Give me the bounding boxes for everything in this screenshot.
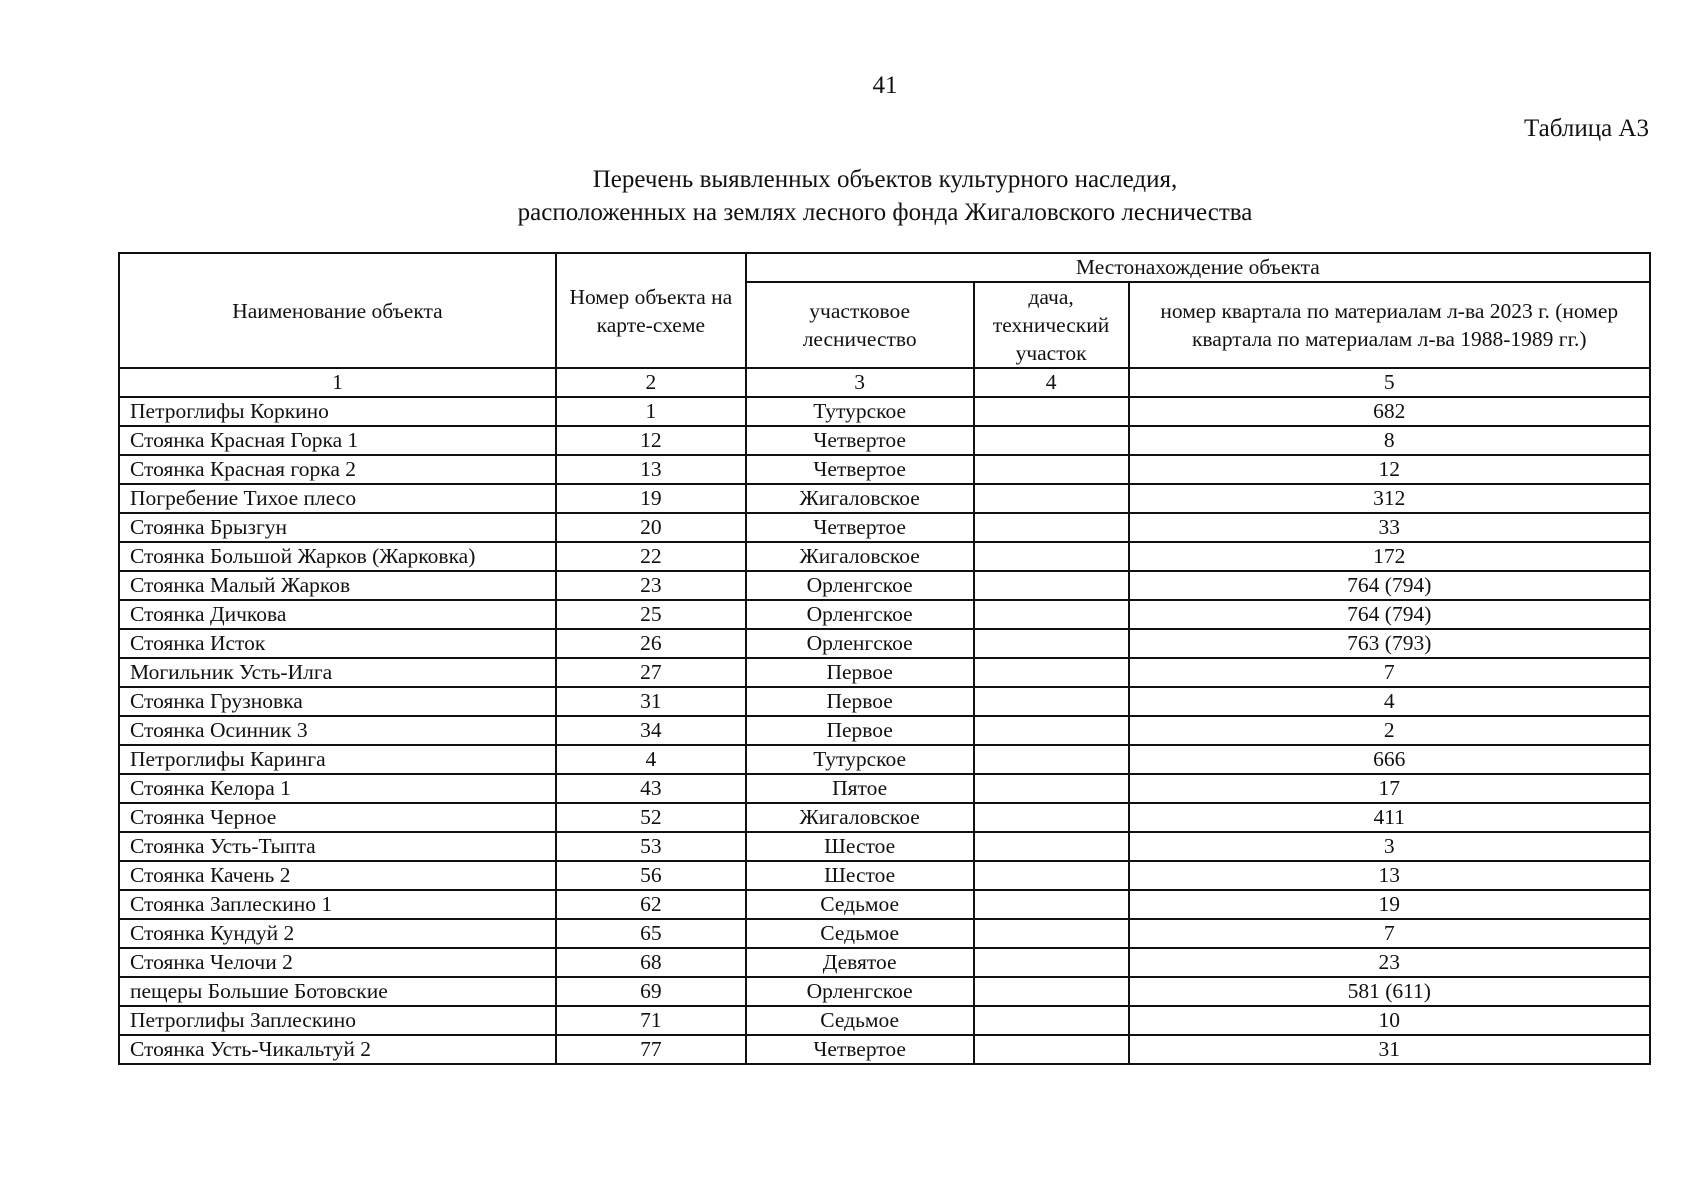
table-row bbox=[119, 745, 1650, 774]
cell-name: Стоянка Красная горка 2 bbox=[119, 455, 556, 484]
cell-district: Орленгское bbox=[746, 629, 974, 658]
cell-name: Петроглифы Каринга bbox=[119, 745, 556, 774]
cell-quarter: 7 bbox=[1129, 919, 1650, 948]
cell-quarter: 172 bbox=[1129, 542, 1650, 571]
cell-map-number: 65 bbox=[556, 919, 746, 948]
cell-dacha bbox=[974, 745, 1129, 774]
cell-district: Пятое bbox=[746, 774, 974, 803]
table-row bbox=[119, 426, 1650, 455]
cell-dacha bbox=[974, 658, 1129, 687]
cell-map-number: 22 bbox=[556, 542, 746, 571]
cell-name: Стоянка Большой Жарков (Жарковка) bbox=[119, 542, 556, 571]
cell-district: Орленгское bbox=[746, 977, 974, 1006]
cell-dacha bbox=[974, 716, 1129, 745]
cell-map-number: 71 bbox=[556, 1006, 746, 1035]
cell-district: Седьмое bbox=[746, 1006, 974, 1035]
header-district: участковое лесничество bbox=[746, 282, 974, 368]
table-row bbox=[119, 397, 1650, 426]
cell-district: Жигаловское bbox=[746, 484, 974, 513]
cell-dacha bbox=[974, 832, 1129, 861]
table-row bbox=[119, 513, 1650, 542]
table-row bbox=[119, 716, 1650, 745]
cell-name: Стоянка Осинник 3 bbox=[119, 716, 556, 745]
table-row bbox=[119, 832, 1650, 861]
cell-district: Жигаловское bbox=[746, 542, 974, 571]
table-body bbox=[119, 397, 1650, 1064]
table-row bbox=[119, 890, 1650, 919]
cell-quarter: 10 bbox=[1129, 1006, 1650, 1035]
cell-district: Тутурское bbox=[746, 397, 974, 426]
cell-dacha bbox=[974, 1006, 1129, 1035]
cell-map-number: 31 bbox=[556, 687, 746, 716]
table-row bbox=[119, 629, 1650, 658]
table-row bbox=[119, 571, 1650, 600]
cell-dacha bbox=[974, 803, 1129, 832]
cell-quarter: 2 bbox=[1129, 716, 1650, 745]
cell-name: Стоянка Усть-Чикальтуй 2 bbox=[119, 1035, 556, 1064]
header-map-number: Номер объекта на карте-схеме bbox=[556, 253, 746, 368]
cell-district: Жигаловское bbox=[746, 803, 974, 832]
cell-quarter: 33 bbox=[1129, 513, 1650, 542]
cell-quarter: 8 bbox=[1129, 426, 1650, 455]
cell-name: Стоянка Исток bbox=[119, 629, 556, 658]
column-number: 1 bbox=[119, 368, 556, 397]
cell-name: Стоянка Дичкова bbox=[119, 600, 556, 629]
cell-dacha bbox=[974, 571, 1129, 600]
cell-quarter: 3 bbox=[1129, 832, 1650, 861]
cell-quarter: 411 bbox=[1129, 803, 1650, 832]
cell-dacha bbox=[974, 861, 1129, 890]
table-label: Таблица А3 bbox=[1524, 115, 1649, 142]
cell-name: Петроглифы Коркино bbox=[119, 397, 556, 426]
cell-district: Седьмое bbox=[746, 919, 974, 948]
header-location: Местонахождение объекта bbox=[746, 253, 1650, 282]
cell-dacha bbox=[974, 774, 1129, 803]
column-number: 4 bbox=[974, 368, 1129, 397]
cell-quarter: 682 bbox=[1129, 397, 1650, 426]
cell-dacha bbox=[974, 397, 1129, 426]
cell-dacha bbox=[974, 977, 1129, 1006]
cell-quarter: 31 bbox=[1129, 1035, 1650, 1064]
cell-dacha bbox=[974, 948, 1129, 977]
cell-district: Седьмое bbox=[746, 890, 974, 919]
cell-dacha bbox=[974, 455, 1129, 484]
table-row bbox=[119, 1006, 1650, 1035]
cell-dacha bbox=[974, 629, 1129, 658]
cell-name: Стоянка Заплескино 1 bbox=[119, 890, 556, 919]
cell-dacha bbox=[974, 542, 1129, 571]
cell-quarter: 4 bbox=[1129, 687, 1650, 716]
cell-map-number: 53 bbox=[556, 832, 746, 861]
page-number: 41 bbox=[872, 72, 898, 99]
cell-district: Четвертое bbox=[746, 426, 974, 455]
cell-name: Могильник Усть-Илга bbox=[119, 658, 556, 687]
cell-map-number: 27 bbox=[556, 658, 746, 687]
cell-quarter: 312 bbox=[1129, 484, 1650, 513]
cell-map-number: 43 bbox=[556, 774, 746, 803]
cell-map-number: 56 bbox=[556, 861, 746, 890]
cell-map-number: 4 bbox=[556, 745, 746, 774]
cell-district: Девятое bbox=[746, 948, 974, 977]
cell-name: Стоянка Грузновка bbox=[119, 687, 556, 716]
cell-quarter: 19 bbox=[1129, 890, 1650, 919]
cell-dacha bbox=[974, 600, 1129, 629]
cell-dacha bbox=[974, 1035, 1129, 1064]
cell-map-number: 26 bbox=[556, 629, 746, 658]
table-row bbox=[119, 919, 1650, 948]
table-row bbox=[119, 803, 1650, 832]
table-row bbox=[119, 1035, 1650, 1064]
cell-district: Орленгское bbox=[746, 600, 974, 629]
header-quarter: номер квартала по материалам л-ва 2023 г. (номер квартала по материалам л-ва 1988-1989 гг.) bbox=[1129, 282, 1650, 368]
table-row bbox=[119, 948, 1650, 977]
table-row bbox=[119, 600, 1650, 629]
cell-name: Петроглифы Заплескино bbox=[119, 1006, 556, 1035]
cell-dacha bbox=[974, 513, 1129, 542]
cell-quarter: 581 (611) bbox=[1129, 977, 1650, 1006]
cell-name: Стоянка Келора 1 bbox=[119, 774, 556, 803]
cell-map-number: 52 bbox=[556, 803, 746, 832]
cell-dacha bbox=[974, 484, 1129, 513]
cell-name: Стоянка Черное bbox=[119, 803, 556, 832]
cell-quarter: 13 bbox=[1129, 861, 1650, 890]
cell-quarter: 17 bbox=[1129, 774, 1650, 803]
cell-name: Стоянка Малый Жарков bbox=[119, 571, 556, 600]
cell-map-number: 25 bbox=[556, 600, 746, 629]
cell-name: Стоянка Красная Горка 1 bbox=[119, 426, 556, 455]
cell-district: Первое bbox=[746, 687, 974, 716]
cell-name: Стоянка Кундуй 2 bbox=[119, 919, 556, 948]
cell-name: Стоянка Челочи 2 bbox=[119, 948, 556, 977]
cell-quarter: 763 (793) bbox=[1129, 629, 1650, 658]
table-row bbox=[119, 774, 1650, 803]
cell-district: Шестое bbox=[746, 861, 974, 890]
cell-map-number: 62 bbox=[556, 890, 746, 919]
cell-map-number: 68 bbox=[556, 948, 746, 977]
cell-map-number: 12 bbox=[556, 426, 746, 455]
cell-quarter: 23 bbox=[1129, 948, 1650, 977]
cell-dacha bbox=[974, 890, 1129, 919]
cell-name: пещеры Большие Ботовские bbox=[119, 977, 556, 1006]
cell-map-number: 19 bbox=[556, 484, 746, 513]
column-number: 3 bbox=[746, 368, 974, 397]
cell-name: Стоянка Брызгун bbox=[119, 513, 556, 542]
cell-district: Первое bbox=[746, 658, 974, 687]
cell-quarter: 12 bbox=[1129, 455, 1650, 484]
table-title bbox=[0, 163, 1697, 229]
cell-dacha bbox=[974, 919, 1129, 948]
cell-map-number: 77 bbox=[556, 1035, 746, 1064]
cell-quarter: 666 bbox=[1129, 745, 1650, 774]
column-number: 2 bbox=[556, 368, 746, 397]
cell-name: Стоянка Усть-Тыпта bbox=[119, 832, 556, 861]
cell-district: Четвертое bbox=[746, 513, 974, 542]
cell-quarter: 764 (794) bbox=[1129, 571, 1650, 600]
cell-name: Стоянка Качень 2 bbox=[119, 861, 556, 890]
cell-map-number: 20 bbox=[556, 513, 746, 542]
title-line-1: Перечень выявленных объектов культурного наследия, bbox=[592, 166, 1178, 193]
table-row bbox=[119, 687, 1650, 716]
header-name: Наименование объекта bbox=[119, 253, 556, 368]
cell-map-number: 13 bbox=[556, 455, 746, 484]
header-dacha: дача, технический участок bbox=[974, 282, 1129, 368]
cell-map-number: 1 bbox=[556, 397, 746, 426]
cell-district: Тутурское bbox=[746, 745, 974, 774]
cell-name: Погребение Тихое плесо bbox=[119, 484, 556, 513]
cell-dacha bbox=[974, 426, 1129, 455]
cell-quarter: 764 (794) bbox=[1129, 600, 1650, 629]
cell-map-number: 23 bbox=[556, 571, 746, 600]
cell-district: Орленгское bbox=[746, 571, 974, 600]
cell-quarter: 7 bbox=[1129, 658, 1650, 687]
column-number: 5 bbox=[1129, 368, 1650, 397]
cell-district: Четвертое bbox=[746, 455, 974, 484]
cell-district: Четвертое bbox=[746, 1035, 974, 1064]
table-row bbox=[119, 542, 1650, 571]
table-row bbox=[119, 977, 1650, 1006]
cell-district: Шестое bbox=[746, 832, 974, 861]
title-line-2: расположенных на землях лесного фонда Жигаловского лесничества bbox=[517, 199, 1253, 226]
cell-district: Первое bbox=[746, 716, 974, 745]
table-row bbox=[119, 861, 1650, 890]
cell-map-number: 69 bbox=[556, 977, 746, 1006]
heritage-objects-table bbox=[118, 252, 1651, 1065]
table-row bbox=[119, 455, 1650, 484]
table-row bbox=[119, 658, 1650, 687]
cell-dacha bbox=[974, 687, 1129, 716]
table-row bbox=[119, 484, 1650, 513]
cell-map-number: 34 bbox=[556, 716, 746, 745]
